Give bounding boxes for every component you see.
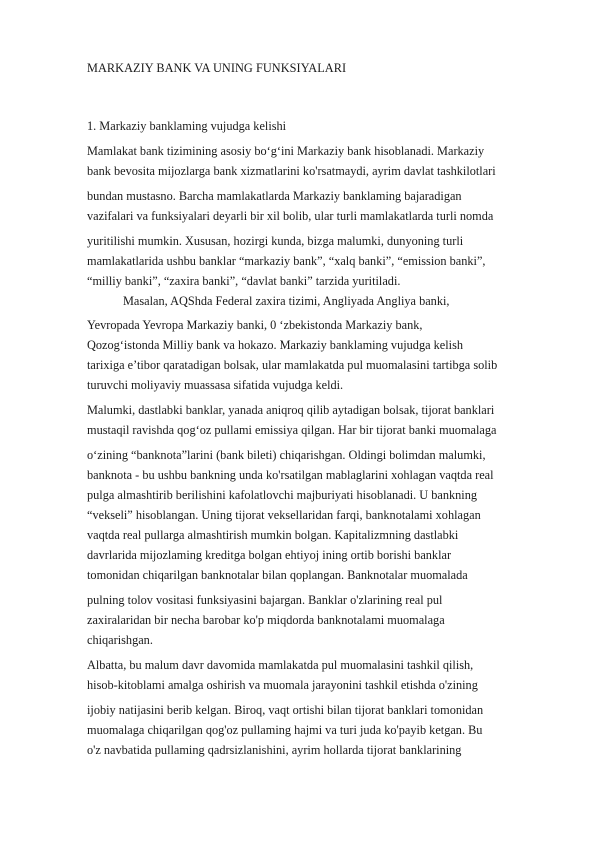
text-line: Albatta, bu malum davr davomida mamlakatda pul muomalasini tashkil qilish,	[87, 658, 474, 672]
text-line: hisob-kitoblami amalga oshirish va muomala jarayonini tashkil etishda o'zining	[87, 678, 478, 692]
text-line: Malumki, dastlabki banklar, yanada aniqroq qilib aytadigan bolsak, tijorat banklari	[87, 403, 495, 417]
text-line: Qozog‘istonda Milliy bank va hokazo. Markaziy banklaming vujudga kelish	[87, 338, 463, 352]
text-line: chiqarishgan.	[87, 633, 153, 647]
text-line: “milliy banki”, “zaxira banki”, “davlat banki” tarzida yuritiladi.	[87, 274, 401, 288]
page-title: MARKAZIY BANK VA UNING FUNKSIYALARI	[87, 61, 347, 75]
text-line: o‘zining “banknota”larini (bank bileti) chiqarishgan. Oldingi bolimdan malumki,	[87, 448, 486, 462]
text-line: ijobiy natijasini berib kelgan. Biroq, vaqt ortishi bilan tijorat banklari tomonidan	[87, 703, 484, 717]
text-line: o'z navbatida pullaming qadrsizlanishini, ayrim hollarda tijorat banklarining	[87, 743, 462, 757]
text-line: “vekseli” hisoblangan. Uning tijorat veksellaridan farqi, banknotalami xohlagan	[87, 508, 481, 522]
text-line: mustaqil ravishda qog‘oz pullami emissiya qilgan. Har bir tijorat banki muomalaga	[87, 423, 497, 437]
text-line: vaqtda real pullarga almashtirish mumkin bolgan. Kapitalizmning dastlabki	[87, 528, 459, 542]
text-line: bundan mustasno. Barcha mamlakatlarda Markaziy banklaming bajaradigan	[87, 189, 462, 203]
text-line: Mamlakat bank tizimining asosiy bo‘g‘ini Markaziy bank hisoblanadi. Markaziy	[87, 144, 485, 158]
text-line: mamlakatlarida ushbu banklar “markaziy bank”, “xalq banki”, “emission banki”,	[87, 254, 486, 268]
text-line: pulga almashtirib berilishini kafolatlovchi majburiyati hisoblanadi. U bankning	[87, 488, 478, 502]
text-line: davrlarida mijozlaming kreditga bolgan ehtiyoj ining ortib borishi banklar	[87, 548, 452, 562]
text-line: pulning tolov vositasi funksiyasini bajargan. Banklar o'zlarining real pul	[87, 593, 443, 607]
text-line: Yevropada Yevropa Markaziy banki, 0 ‘zbekistonda Markaziy bank,	[87, 318, 423, 332]
text-line: yuritilishi mumkin. Xususan, hozirgi kunda, bizga malumki, dunyoning turli	[87, 234, 464, 248]
text-line: banknota - bu ushbu bankning unda ko'rsatilgan mablaglarini xohlagan vaqtda real	[87, 468, 494, 482]
section-heading: 1. Markaziy banklaming vujudga kelishi	[87, 119, 287, 133]
text-line: bank bevosita mijozlarga bank xizmatlarini ko'rsatmaydi, ayrim davlat tashkilotlari	[87, 164, 496, 178]
text-line: turuvchi moliyaviy muassasa sifatida vujudga keldi.	[87, 378, 344, 392]
text-line: Masalan, AQShda Federal zaxira tizimi, Angliyada Angliya banki,	[123, 294, 450, 308]
text-line: muomalaga chiqarilgan qog'oz pullaming hajmi va turi juda ko'payib ketgan. Bu	[87, 723, 483, 737]
text-line: zaxiralaridan bir necha barobar ko'p miqdorda banknotalami muomalaga	[87, 613, 445, 627]
text-line: vazifalari va funksiyalari deyarli bir xil bolib, ular turli mamlakatlarda turli nomda	[87, 209, 494, 223]
text-line: tarixiga e’tibor qaratadigan bolsak, ular mamlakatda pul muomalasini tartibga solib	[87, 358, 498, 372]
text-line: tomonidan chiqarilgan banknotalar bilan qoplangan. Banknotalar muomalada	[87, 568, 468, 582]
